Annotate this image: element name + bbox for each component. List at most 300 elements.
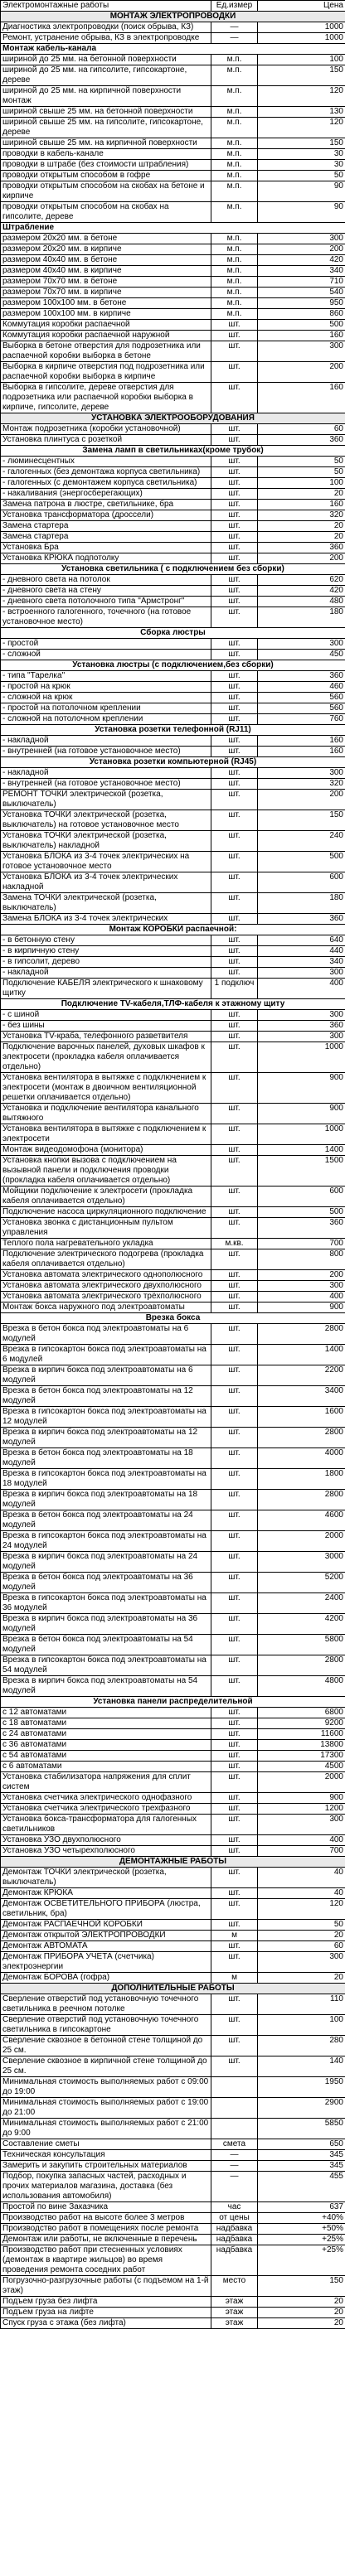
subsection-title: Установка светильника ( с подключением без сборки): [1, 564, 345, 575]
service-price: 20: [258, 489, 345, 500]
service-name: Подключение КАБЕЛЯ электрического к шнаковому щитку: [1, 979, 211, 999]
service-price: 400: [258, 1292, 345, 1302]
table-row: [1, 2224, 345, 2235]
service-unit: шт.: [211, 1793, 258, 1804]
service-name: Врезка в кирпич бокса под электроавтоматы на 18 модулей: [1, 1490, 211, 1510]
table-row: [1, 2161, 345, 2172]
service-name: - сложной на потолочном креплении: [1, 714, 211, 725]
table-row: [1, 288, 345, 298]
table-row: [1, 489, 345, 500]
table-row: [1, 65, 345, 86]
service-unit: шт.: [211, 779, 258, 790]
service-unit: шт.: [211, 1073, 258, 1104]
service-unit: шт.: [211, 1010, 258, 1021]
service-unit: шт.: [211, 1593, 258, 1614]
service-price: 20: [258, 532, 345, 543]
service-name: Врезка в бетон бокса под электроавтоматы на 36 модулей: [1, 1573, 211, 1593]
table-row: [1, 703, 345, 714]
service-price: 4000: [258, 1448, 345, 1469]
service-unit: шт.: [211, 1281, 258, 1292]
service-price: 900: [258, 1302, 345, 1313]
service-name: Замена стартера: [1, 521, 211, 532]
service-unit: шт.: [211, 1740, 258, 1751]
table-row: [1, 1490, 345, 1510]
service-unit: шт.: [211, 1729, 258, 1740]
service-unit: м.п.: [211, 138, 258, 149]
table-row: [1, 1655, 345, 1676]
table-row: [1, 1772, 345, 1793]
service-unit: шт.: [211, 1614, 258, 1635]
service-unit: шт.: [211, 489, 258, 500]
service-price: 120: [258, 86, 345, 107]
service-unit: шт.: [211, 747, 258, 757]
subsection-title: Установка розетки компьютерной (RJ45): [1, 757, 345, 768]
service-price: 300: [258, 768, 345, 779]
service-price: 20: [258, 1931, 345, 1941]
service-price: 30: [258, 160, 345, 171]
service-unit: м.п.: [211, 298, 258, 309]
table-row: [1, 1635, 345, 1655]
service-price: 40: [258, 1868, 345, 1888]
service-name: Коммутация коробки распаечной наружной: [1, 331, 211, 341]
service-name: Врезка в гипсокартон бокса под электроавтоматы на 18 модулей: [1, 1469, 211, 1490]
subsection-header-row: [1, 725, 345, 736]
service-price: 200: [258, 362, 345, 383]
table-row: [1, 1124, 345, 1145]
table-row: [1, 2119, 345, 2139]
service-price: 300: [258, 341, 345, 362]
service-name: Установка БЛОКА из 3-4 точек электрических на готовое установочное место: [1, 852, 211, 872]
header-price: Цена: [258, 1, 345, 12]
service-unit: шт.: [211, 957, 258, 968]
service-name: Демонтаж или работы, не включенные в перечень: [1, 2235, 211, 2245]
service-unit: надбавка: [211, 2224, 258, 2235]
service-name: Замена БЛОКА из 3-4 точек электрических: [1, 914, 211, 925]
table-row: [1, 979, 345, 999]
service-price: 30: [258, 149, 345, 160]
section-header-row: [1, 1857, 345, 1868]
table-row: [1, 946, 345, 957]
service-name: Врезка в гипсокартон бокса под электроавтоматы на 24 модулей: [1, 1531, 211, 1552]
service-price: 150: [258, 65, 345, 86]
service-name: Демонтаж КРЮКА: [1, 1888, 211, 1899]
service-unit: шт.: [211, 1218, 258, 1239]
table-row: [1, 1941, 345, 1952]
service-price: 20: [258, 521, 345, 532]
service-unit: шт.: [211, 478, 258, 489]
service-unit: м.п.: [211, 86, 258, 107]
service-name: шириной свыше 25 мм. на кирпичной поверхности: [1, 138, 211, 149]
service-unit: шт.: [211, 1292, 258, 1302]
service-name: - дневного света на потолок: [1, 575, 211, 586]
service-unit: шт.: [211, 946, 258, 957]
service-name: - внутренней (на готовое установочное место): [1, 779, 211, 790]
table-row: [1, 1718, 345, 1729]
service-unit: шт.: [211, 1249, 258, 1270]
service-name: размером 40х40 мм. в кирпиче: [1, 266, 211, 277]
service-price: 300: [258, 1815, 345, 1835]
service-unit: шт.: [211, 1104, 258, 1124]
service-name: Установка автомата электрического однополюсного: [1, 1270, 211, 1281]
table-row: [1, 1207, 345, 1218]
service-unit: шт.: [211, 1042, 258, 1073]
table-row: [1, 341, 345, 362]
table-row: [1, 118, 345, 138]
table-row: [1, 2098, 345, 2119]
service-price: 150: [258, 2276, 345, 2297]
service-unit: м.п.: [211, 65, 258, 86]
service-price: 400: [258, 1835, 345, 1846]
table-row: [1, 202, 345, 223]
service-price: 13800: [258, 1740, 345, 1751]
table-row: [1, 1510, 345, 1531]
service-name: Подключение варочных панелей, духовых шкафов к электросети (прокладка кабеля оплачивается отдельно): [1, 1042, 211, 1073]
service-unit: шт.: [211, 1846, 258, 1857]
service-unit: м: [211, 1973, 258, 1984]
subsection-title: Сборка люстры: [1, 628, 345, 639]
service-price: 1000: [258, 1042, 345, 1073]
service-unit: шт.: [211, 500, 258, 510]
service-unit: шт.: [211, 362, 258, 383]
service-name: Производство работ в помещениях после ремонта: [1, 2224, 211, 2235]
service-unit: м.п.: [211, 107, 258, 118]
service-name: проводки в штрабе (без стоимости штрабления): [1, 160, 211, 171]
service-name: Установка TV-краба, телефонного разветвителя: [1, 1032, 211, 1042]
table-row: [1, 1804, 345, 1815]
service-name: Спуск груза с этажа (без лифта): [1, 2318, 211, 2329]
service-unit: м.п.: [211, 244, 258, 255]
service-name: - сложной на крюк: [1, 693, 211, 703]
table-row: [1, 138, 345, 149]
table-row: [1, 521, 345, 532]
table-row: [1, 2318, 345, 2329]
service-unit: шт.: [211, 1345, 258, 1365]
service-name: Замена стартера: [1, 532, 211, 543]
service-unit: от цены: [211, 2213, 258, 2224]
service-name: Установка звонка с дистанционным пультом управления: [1, 1218, 211, 1239]
service-unit: шт.: [211, 457, 258, 467]
service-name: Техническая консультация: [1, 2150, 211, 2161]
service-price: 500: [258, 852, 345, 872]
service-price: 160: [258, 383, 345, 413]
service-name: Демонтаж БОРОВА (гофра): [1, 1973, 211, 1984]
service-price: 100: [258, 55, 345, 65]
service-name: Демонтаж АВТОМАТА: [1, 1941, 211, 1952]
table-row: [1, 2015, 345, 2036]
service-name: Установка бокса-трансформатора для галогенных светильников: [1, 1815, 211, 1835]
service-price: 320: [258, 779, 345, 790]
service-price: 1800: [258, 1469, 345, 1490]
subsection-title: Врезка бокса: [1, 1313, 345, 1324]
service-name: Замерить и закупить строительных материалов: [1, 2161, 211, 2172]
service-unit: шт.: [211, 1302, 258, 1313]
service-unit: шт.: [211, 1888, 258, 1899]
service-price: 50: [258, 457, 345, 467]
service-name: Врезка в бетон бокса под электроавтоматы на 6 модулей: [1, 1324, 211, 1345]
service-price: 2800: [258, 1490, 345, 1510]
table-row: [1, 968, 345, 979]
service-price: 100: [258, 2015, 345, 2036]
service-name: Демонтаж открытой ЭЛЕКТРОПРОВОДКИ: [1, 1931, 211, 1941]
service-unit: шт.: [211, 435, 258, 446]
service-unit: м.кв.: [211, 1239, 258, 1249]
service-name: Демонтаж РАСПАЕЧНОЙ КОРОБКИ: [1, 1920, 211, 1931]
service-name: Сверление сквозное в кирпичной стене толщиной до 25 см.: [1, 2056, 211, 2077]
table-row: [1, 1345, 345, 1365]
section-title: ДОПОЛНИТЕЛЬНЫЕ РАБОТЫ: [1, 1984, 345, 1994]
subsection-title: Монтаж КОРОБКИ распаечной:: [1, 925, 345, 935]
table-row: [1, 1145, 345, 1156]
service-price: 400: [258, 979, 345, 999]
service-name: размером 100х100 мм. в бетоне: [1, 298, 211, 309]
table-row: [1, 1573, 345, 1593]
service-unit: шт.: [211, 852, 258, 872]
service-name: Врезка в гипсокартон бокса под электроавтоматы на 12 модулей: [1, 1407, 211, 1428]
service-name: - простой на крюк: [1, 682, 211, 693]
service-name: Врезка в кирпич бокса под электроавтоматы на 36 модулей: [1, 1614, 211, 1635]
subsection-header-row: [1, 1313, 345, 1324]
table-row: [1, 1815, 345, 1835]
table-row: [1, 1281, 345, 1292]
table-row: [1, 1218, 345, 1239]
service-name: - в бетонную стену: [1, 935, 211, 946]
service-name: Сверление отверстий под установочную точечного светильника в гипсокартоне: [1, 2015, 211, 2036]
service-unit: шт.: [211, 1021, 258, 1032]
service-price: 3400: [258, 1386, 345, 1407]
table-row: [1, 639, 345, 650]
service-unit: шт.: [211, 467, 258, 478]
subsection-title: Установка розетки телефонной (RJ11): [1, 725, 345, 736]
service-unit: шт.: [211, 693, 258, 703]
service-name: с 6 автоматами: [1, 1762, 211, 1772]
service-name: размером 20х20 мм. в кирпиче: [1, 244, 211, 255]
service-price: 100: [258, 478, 345, 489]
service-name: Врезка в кирпич бокса под электроавтоматы на 6 модулей: [1, 1365, 211, 1386]
table-row: [1, 607, 345, 628]
service-unit: шт.: [211, 1573, 258, 1593]
service-unit: шт.: [211, 1469, 258, 1490]
service-price: 160: [258, 747, 345, 757]
service-price: 300: [258, 968, 345, 979]
table-row: [1, 1156, 345, 1187]
service-price: 9200: [258, 1718, 345, 1729]
service-name: - накладной: [1, 736, 211, 747]
table-row: [1, 2150, 345, 2161]
table-row: [1, 1846, 345, 1857]
table-row: [1, 255, 345, 266]
service-price: 700: [258, 1239, 345, 1249]
table-row: [1, 586, 345, 597]
service-name: Подключение насоса циркуляционного подключение: [1, 1207, 211, 1218]
service-price: 20: [258, 1973, 345, 1984]
subsection-header-row: [1, 757, 345, 768]
service-unit: шт.: [211, 935, 258, 946]
table-row: [1, 277, 345, 288]
service-name: Установка УЗО двухполюсного: [1, 1835, 211, 1846]
service-name: проводки открытым способом на скобах на бетоне и кирпиче: [1, 181, 211, 202]
service-unit: —: [211, 33, 258, 44]
service-name: Установка УЗО четырехполюсного: [1, 1846, 211, 1857]
service-name: Установка счетчика электрического трехфазного: [1, 1804, 211, 1815]
service-price: 420: [258, 586, 345, 597]
table-row: [1, 1104, 345, 1124]
service-name: Выборка в кирпиче отверстия под подрозетника или распаечной коробки выборка в кирпиче: [1, 362, 211, 383]
service-name: - дневного света потолочного типа "Армстронг": [1, 597, 211, 607]
table-row: [1, 831, 345, 852]
table-row: [1, 2245, 345, 2276]
service-price: 950: [258, 298, 345, 309]
service-price: 160: [258, 500, 345, 510]
subsection-header-row: [1, 925, 345, 935]
subsection-header-row: [1, 628, 345, 639]
service-name: Минимальная стоимость выполняемых работ с 09:00 до 19:00: [1, 2077, 211, 2098]
service-unit: —: [211, 2161, 258, 2172]
table-row: [1, 779, 345, 790]
service-name: Врезка в кирпич бокса под электроавтоматы на 54 модулей: [1, 1676, 211, 1697]
service-name: - в кирпичную стену: [1, 946, 211, 957]
subsection-title: Замена ламп в светильниках(кроме трубок): [1, 446, 345, 457]
service-price: 90: [258, 202, 345, 223]
table-row: [1, 957, 345, 968]
service-price: 360: [258, 671, 345, 682]
table-row: [1, 1448, 345, 1469]
service-unit: час: [211, 2202, 258, 2213]
service-name: Демонтаж ОСВЕТИТЕЛЬНОГО ПРИБОРА (люстра, светильник, бра): [1, 1899, 211, 1920]
service-price: 345: [258, 2150, 345, 2161]
service-unit: шт.: [211, 1994, 258, 2015]
service-price: 900: [258, 1104, 345, 1124]
service-name: размером 40х40 мм. в бетоне: [1, 255, 211, 266]
service-price: 360: [258, 435, 345, 446]
table-row: [1, 1899, 345, 1920]
service-name: Установка плинтуса с розеткой: [1, 435, 211, 446]
table-row: [1, 935, 345, 946]
table-row: [1, 736, 345, 747]
table-row: [1, 575, 345, 586]
service-price: 450: [258, 650, 345, 660]
service-price: 20: [258, 2318, 345, 2329]
service-unit: —: [211, 22, 258, 33]
service-price: 5200: [258, 1573, 345, 1593]
service-name: Врезка в бетон бокса под электроавтоматы на 12 модулей: [1, 1386, 211, 1407]
service-name: Врезка в кирпич бокса под электроавтоматы на 12 модулей: [1, 1428, 211, 1448]
subsection-header-row: [1, 1697, 345, 1708]
table-row: [1, 532, 345, 543]
service-name: Установка БЛОКА из 3-4 точек электрических накладной: [1, 872, 211, 893]
service-name: Коммутация коробки распаечной: [1, 320, 211, 331]
table-row: [1, 320, 345, 331]
service-price: 200: [258, 553, 345, 564]
service-unit: шт.: [211, 1407, 258, 1428]
service-unit: шт.: [211, 1772, 258, 1793]
table-row: [1, 2139, 345, 2150]
service-price: 500: [258, 320, 345, 331]
table-row: [1, 2276, 345, 2297]
table-row: [1, 1931, 345, 1941]
table-row: [1, 1032, 345, 1042]
service-unit: шт.: [211, 831, 258, 852]
service-price: 2800: [258, 1324, 345, 1345]
service-name: Подключение электрического подогрева (прокладка кабеля оплачивается отдельно): [1, 1249, 211, 1270]
table-row: [1, 1249, 345, 1270]
service-price: 4200: [258, 1614, 345, 1635]
service-name: проводки открытым способом на скобах на гипсолите, дереве: [1, 202, 211, 223]
service-name: Установка автомата электрического двухполюсного: [1, 1281, 211, 1292]
service-unit: шт.: [211, 1676, 258, 1697]
group-label: Штрабление: [1, 223, 345, 234]
subsection-header-row: [1, 999, 345, 1010]
service-name: Установка ТОЧКИ электрической (розетка, выключатель) накладной: [1, 831, 211, 852]
table-row: [1, 33, 345, 44]
service-unit: —: [211, 2172, 258, 2202]
service-unit: шт.: [211, 543, 258, 553]
service-name: Установка автомата электрического трёхполюсного: [1, 1292, 211, 1302]
table-row: [1, 2202, 345, 2213]
service-name: Теплого пола нагревательного укладка: [1, 1239, 211, 1249]
table-row: [1, 671, 345, 682]
table-row: [1, 467, 345, 478]
service-name: Выборка в гипсолите, дереве отверстия для подрозетника или распаечной коробки выборка в кирпиче, гипсолите, дереве: [1, 383, 211, 413]
service-unit: шт.: [211, 1386, 258, 1407]
service-name: Врезка в кирпич бокса под электроавтоматы на 24 модулей: [1, 1552, 211, 1573]
service-name: Ремонт, устранение обрыва, КЗ в электропроводке: [1, 33, 211, 44]
service-name: шириной свыше 25 мм. на бетонной поверхности: [1, 107, 211, 118]
service-name: проводки в кабель-канале: [1, 149, 211, 160]
table-row: [1, 1531, 345, 1552]
table-row: [1, 1952, 345, 1973]
service-price: 800: [258, 1249, 345, 1270]
service-name: с 54 автоматами: [1, 1751, 211, 1762]
service-price: 345: [258, 2161, 345, 2172]
service-unit: шт.: [211, 575, 258, 586]
service-name: шириной до 25 мм. на бетонной поверхности: [1, 55, 211, 65]
service-unit: смета: [211, 2139, 258, 2150]
service-price: 1400: [258, 1145, 345, 1156]
service-price: 600: [258, 1187, 345, 1207]
service-unit: шт.: [211, 1032, 258, 1042]
service-unit: шт.: [211, 331, 258, 341]
service-price: 11600: [258, 1729, 345, 1740]
service-name: размером 20х20 мм. в бетоне: [1, 234, 211, 244]
service-unit: шт.: [211, 1490, 258, 1510]
service-name: шириной до 25 мм. на кирпичной поверхности монтаж: [1, 86, 211, 107]
service-unit: шт.: [211, 893, 258, 914]
service-unit: шт.: [211, 1531, 258, 1552]
section-title: ДЕМОНТАЖНЫЕ РАБОТЫ: [1, 1857, 345, 1868]
service-name: шириной до 25 мм. на гипсолите, гипсокартоне, дереве: [1, 65, 211, 86]
service-unit: шт.: [211, 1156, 258, 1187]
group-label: Монтаж кабель-канала: [1, 44, 345, 55]
service-unit: шт.: [211, 2015, 258, 2036]
service-price: 1000: [258, 33, 345, 44]
service-price: 300: [258, 1952, 345, 1973]
table-row: [1, 309, 345, 320]
service-name: - дневного света на стену: [1, 586, 211, 597]
service-price: 637: [258, 2202, 345, 2213]
table-row: [1, 1762, 345, 1772]
service-unit: м.п.: [211, 288, 258, 298]
service-price: 300: [258, 639, 345, 650]
service-name: размером 100х100 мм. в кирпиче: [1, 309, 211, 320]
table-row: [1, 1187, 345, 1207]
service-name: с 36 автоматами: [1, 1740, 211, 1751]
service-unit: шт.: [211, 1655, 258, 1676]
table-row: [1, 790, 345, 810]
service-price: 2400: [258, 1593, 345, 1614]
service-name: Сверление отверстий под установочную точечного светильника в реечном потолке: [1, 1994, 211, 2015]
service-unit: [211, 2098, 258, 2119]
service-price: 20: [258, 2308, 345, 2318]
